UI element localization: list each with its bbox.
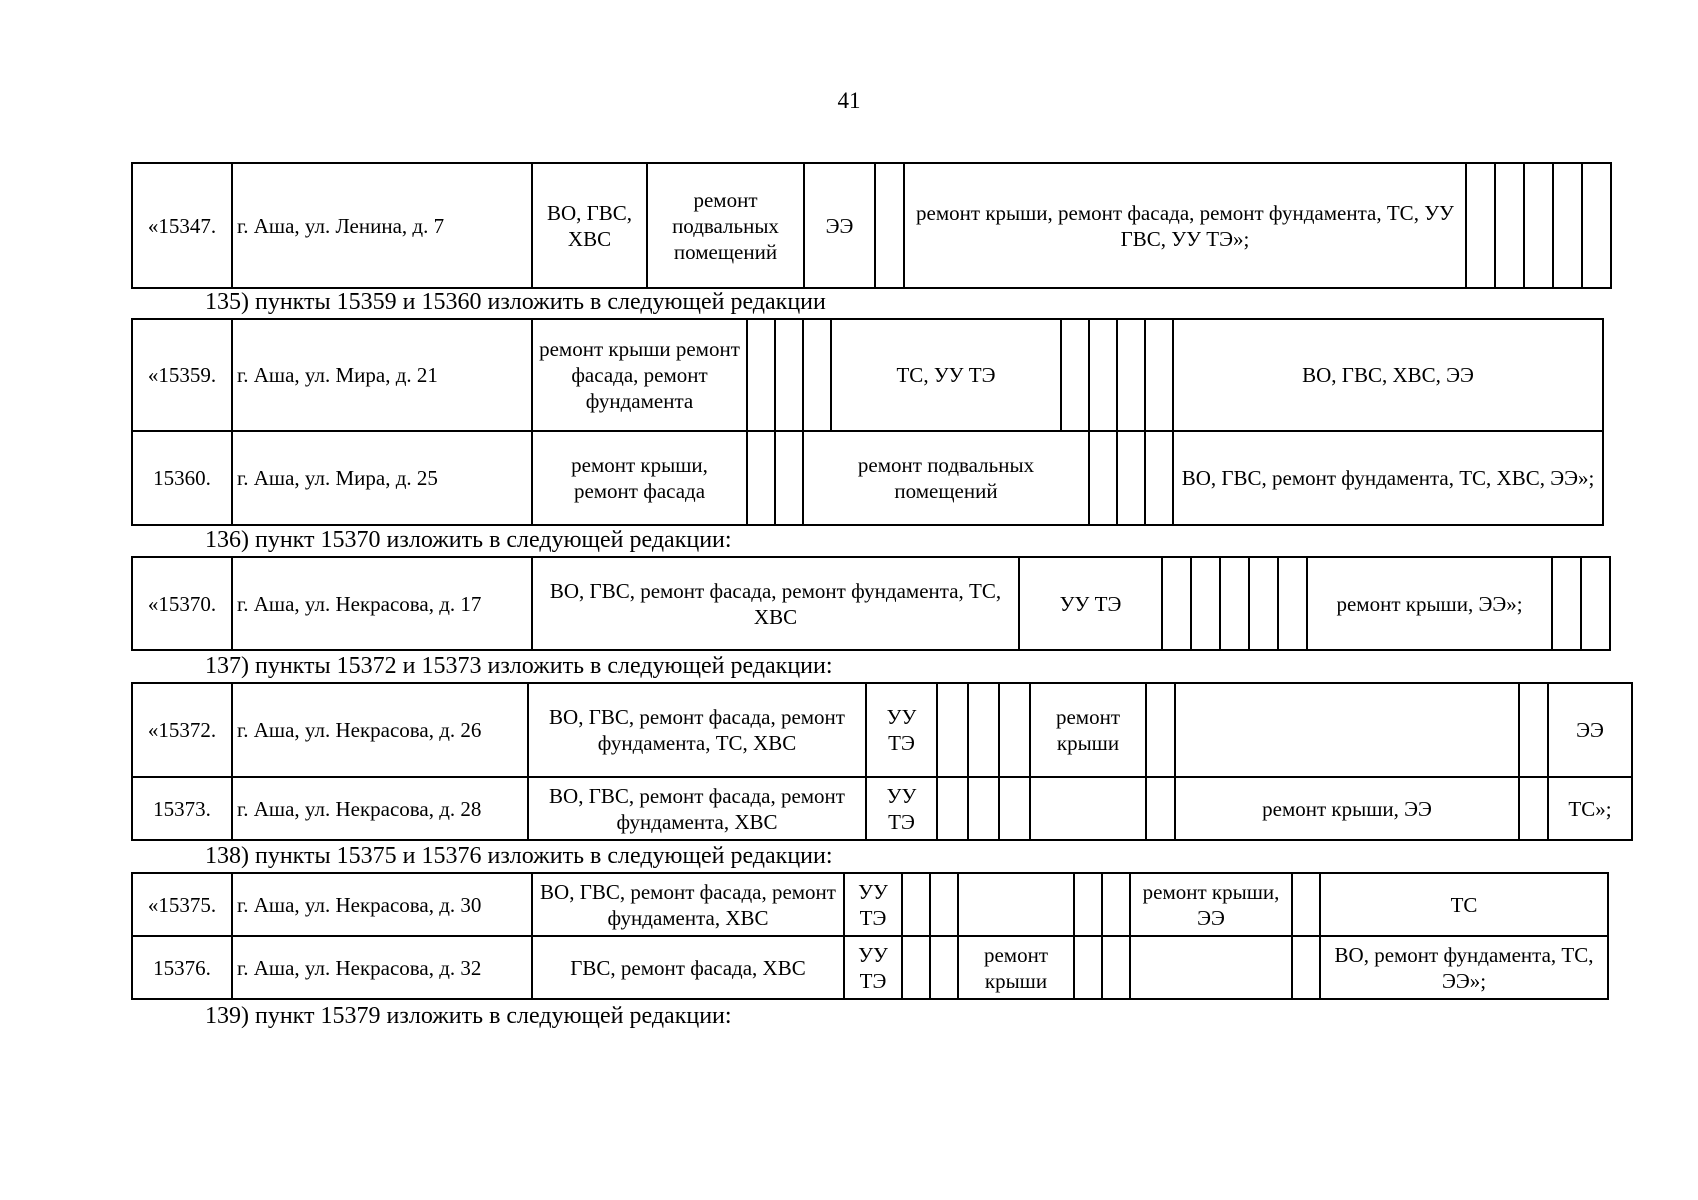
item-number-cell: «15359. bbox=[132, 319, 232, 431]
empty-cell bbox=[1074, 936, 1102, 999]
empty-cell bbox=[1249, 557, 1278, 650]
empty-cell bbox=[930, 873, 958, 936]
empty-cell bbox=[968, 683, 999, 777]
empty-cell bbox=[1175, 683, 1519, 777]
empty-cell bbox=[1030, 777, 1146, 840]
empty-cell bbox=[958, 873, 1074, 936]
empty-cell bbox=[1582, 163, 1611, 288]
empty-cell bbox=[1220, 557, 1249, 650]
empty-cell bbox=[1130, 936, 1292, 999]
amendment-heading-137: 137) пункты 15372 и 15373 изложить в следующей редакции: bbox=[205, 653, 833, 679]
work-cell: ВО, ГВС, ремонт фасада, ремонт фундамента, ХВС bbox=[528, 777, 866, 840]
amendment-heading-138: 138) пункты 15375 и 15376 изложить в следующей редакции: bbox=[205, 843, 833, 869]
work-cell: ВО, ГВС, ХВС bbox=[532, 163, 647, 288]
empty-cell bbox=[1466, 163, 1495, 288]
address-cell: г. Аша, ул. Некрасова, д. 28 bbox=[232, 777, 528, 840]
empty-cell bbox=[1061, 319, 1089, 431]
table-row bbox=[132, 777, 1632, 840]
work-cell: УУ ТЭ bbox=[866, 777, 937, 840]
work-cell: ТС, УУ ТЭ bbox=[831, 319, 1061, 431]
work-cell: ремонт подвальных помещений bbox=[803, 431, 1089, 525]
work-cell: ВО, ГВС, ремонт фундамента, ТС, ХВС, ЭЭ»; bbox=[1173, 431, 1603, 525]
address-cell: г. Аша, ул. Ленина, д. 7 bbox=[232, 163, 532, 288]
work-cell: ВО, ГВС, ХВС, ЭЭ bbox=[1173, 319, 1603, 431]
empty-cell bbox=[1145, 319, 1173, 431]
empty-cell bbox=[1102, 873, 1130, 936]
empty-cell bbox=[1553, 163, 1582, 288]
work-cell: ремонт крыши, ЭЭ bbox=[1175, 777, 1519, 840]
work-cell: УУ ТЭ bbox=[866, 683, 937, 777]
empty-cell bbox=[775, 319, 803, 431]
table-row bbox=[132, 431, 1603, 525]
address-cell: г. Аша, ул. Некрасова, д. 26 bbox=[232, 683, 528, 777]
work-cell: ВО, ГВС, ремонт фасада, ремонт фундамента, ТС, ХВС bbox=[528, 683, 866, 777]
empty-cell bbox=[747, 319, 775, 431]
empty-cell bbox=[1519, 683, 1548, 777]
work-cell: ремонт крыши bbox=[958, 936, 1074, 999]
empty-cell bbox=[1146, 777, 1175, 840]
work-cell: ремонт крыши, ремонт фасада bbox=[532, 431, 747, 525]
empty-cell bbox=[1102, 936, 1130, 999]
empty-cell bbox=[1292, 873, 1320, 936]
empty-cell bbox=[1495, 163, 1524, 288]
empty-cell bbox=[1146, 683, 1175, 777]
work-cell: УУ ТЭ bbox=[844, 873, 902, 936]
work-cell: ремонт крыши, ремонт фасада, ремонт фундамента, ТС, УУ ГВС, УУ ТЭ»; bbox=[904, 163, 1466, 288]
empty-cell bbox=[803, 319, 831, 431]
amendment-heading-136: 136) пункт 15370 изложить в следующей редакции: bbox=[205, 527, 732, 553]
item-number-cell: 15373. bbox=[132, 777, 232, 840]
item-number-cell: «15375. bbox=[132, 873, 232, 936]
page-number: 41 bbox=[837, 88, 861, 113]
table-items-15359-15360 bbox=[131, 318, 1604, 526]
empty-cell bbox=[1278, 557, 1307, 650]
table-items-15375-15376 bbox=[131, 872, 1609, 1000]
address-cell: г. Аша, ул. Мира, д. 25 bbox=[232, 431, 532, 525]
work-cell: ЭЭ bbox=[1548, 683, 1632, 777]
empty-cell bbox=[1117, 319, 1145, 431]
table-row bbox=[132, 163, 1611, 288]
table-row bbox=[132, 683, 1632, 777]
work-cell: ТС bbox=[1320, 873, 1608, 936]
work-cell: ЭЭ bbox=[804, 163, 875, 288]
empty-cell bbox=[968, 777, 999, 840]
work-cell: ГВС, ремонт фасада, ХВС bbox=[532, 936, 844, 999]
table-row bbox=[132, 557, 1610, 650]
empty-cell bbox=[1581, 557, 1610, 650]
amendment-heading-135: 135) пункты 15359 и 15360 изложить в следующей редакции bbox=[205, 289, 826, 315]
item-number-cell: 15360. bbox=[132, 431, 232, 525]
work-cell: ремонт крыши ремонт фасада, ремонт фундамента bbox=[532, 319, 747, 431]
address-cell: г. Аша, ул. Некрасова, д. 32 bbox=[232, 936, 532, 999]
empty-cell bbox=[1089, 431, 1117, 525]
empty-cell bbox=[1145, 431, 1173, 525]
work-cell: ВО, ГВС, ремонт фасада, ремонт фундамента, ХВС bbox=[532, 873, 844, 936]
work-cell: ремонт крыши bbox=[1030, 683, 1146, 777]
amendment-heading-139: 139) пункт 15379 изложить в следующей редакции: bbox=[205, 1003, 732, 1029]
work-cell: УУ ТЭ bbox=[1019, 557, 1162, 650]
address-cell: г. Аша, ул. Некрасова, д. 17 bbox=[232, 557, 532, 650]
work-cell: ремонт крыши, ЭЭ»; bbox=[1307, 557, 1552, 650]
item-number-cell: «15370. bbox=[132, 557, 232, 650]
work-cell: ремонт подвальных помещений bbox=[647, 163, 804, 288]
empty-cell bbox=[1191, 557, 1220, 650]
work-cell: ремонт крыши, ЭЭ bbox=[1130, 873, 1292, 936]
empty-cell bbox=[1074, 873, 1102, 936]
address-cell: г. Аша, ул. Некрасова, д. 30 bbox=[232, 873, 532, 936]
empty-cell bbox=[747, 431, 775, 525]
table-item-15347 bbox=[131, 162, 1612, 289]
empty-cell bbox=[1089, 319, 1117, 431]
empty-cell bbox=[937, 777, 968, 840]
empty-cell bbox=[937, 683, 968, 777]
work-cell: ВО, ремонт фундамента, ТС, ЭЭ»; bbox=[1320, 936, 1608, 999]
address-cell: г. Аша, ул. Мира, д. 21 bbox=[232, 319, 532, 431]
empty-cell bbox=[902, 873, 930, 936]
table-row bbox=[132, 936, 1608, 999]
item-number-cell: «15372. bbox=[132, 683, 232, 777]
empty-cell bbox=[775, 431, 803, 525]
empty-cell bbox=[1292, 936, 1320, 999]
empty-cell bbox=[875, 163, 904, 288]
empty-cell bbox=[1524, 163, 1553, 288]
work-cell: УУ ТЭ bbox=[844, 936, 902, 999]
table-item-15370 bbox=[131, 556, 1611, 651]
empty-cell bbox=[930, 936, 958, 999]
item-number-cell: «15347. bbox=[132, 163, 232, 288]
work-cell: ТС»; bbox=[1548, 777, 1632, 840]
item-number-cell: 15376. bbox=[132, 936, 232, 999]
work-cell: ВО, ГВС, ремонт фасада, ремонт фундамента, ТС, ХВС bbox=[532, 557, 1019, 650]
empty-cell bbox=[999, 777, 1030, 840]
table-row bbox=[132, 319, 1603, 431]
empty-cell bbox=[1552, 557, 1581, 650]
empty-cell bbox=[902, 936, 930, 999]
empty-cell bbox=[1117, 431, 1145, 525]
empty-cell bbox=[1162, 557, 1191, 650]
empty-cell bbox=[1519, 777, 1548, 840]
table-row bbox=[132, 873, 1608, 936]
table-items-15372-15373 bbox=[131, 682, 1633, 841]
empty-cell bbox=[999, 683, 1030, 777]
